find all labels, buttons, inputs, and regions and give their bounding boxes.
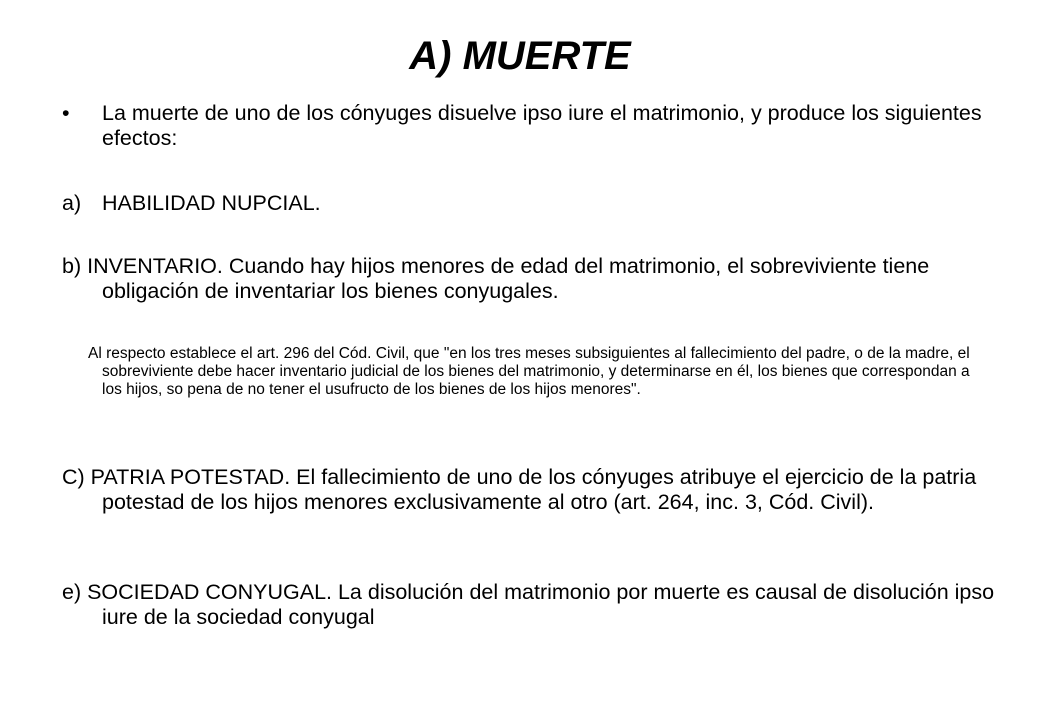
item-a bbox=[62, 191, 982, 216]
slide-title: A) MUERTE bbox=[409, 34, 631, 78]
quote-text: Al respecto establece el art. 296 del Cód. Civil, que "en los tres meses subsiguientes al fallecimiento del padre, o de la madre, el sobreviviente debe hacer inventario judicial de los bienes del matrimonio, y determinarse en él, los bienes que correspondan a los hijos, so pena de no tener el usufructo de los bienes de los hijos menores". bbox=[88, 345, 970, 398]
bullet-icon: • bbox=[62, 101, 70, 125]
item-e-text: e) SOCIEDAD CONYUGAL. La disolución del matrimonio por muerte es causal de disolución ipso iure de la sociedad conyugal bbox=[62, 580, 995, 629]
item-a-marker: a) bbox=[62, 191, 82, 215]
item-c-text: C) PATRIA POTESTAD. El fallecimiento de uno de los cónyuges atribuye el ejercicio de la patria potestad de los hijos menores exclusivamente al otro (art. 264, inc. 3, Cód. Civil). bbox=[62, 465, 977, 514]
intro-bullet-item bbox=[62, 101, 982, 151]
item-a-text: HABILIDAD NUPCIAL. bbox=[102, 191, 321, 215]
item-b-text: b) INVENTARIO. Cuando hay hijos menores de edad del matrimonio, el sobreviviente tiene obligación de inventariar los bienes conyugales. bbox=[62, 254, 930, 303]
intro-text: La muerte de uno de los cónyuges disuelve ipso iure el matrimonio, y produce los siguientes efectos: bbox=[102, 101, 982, 150]
